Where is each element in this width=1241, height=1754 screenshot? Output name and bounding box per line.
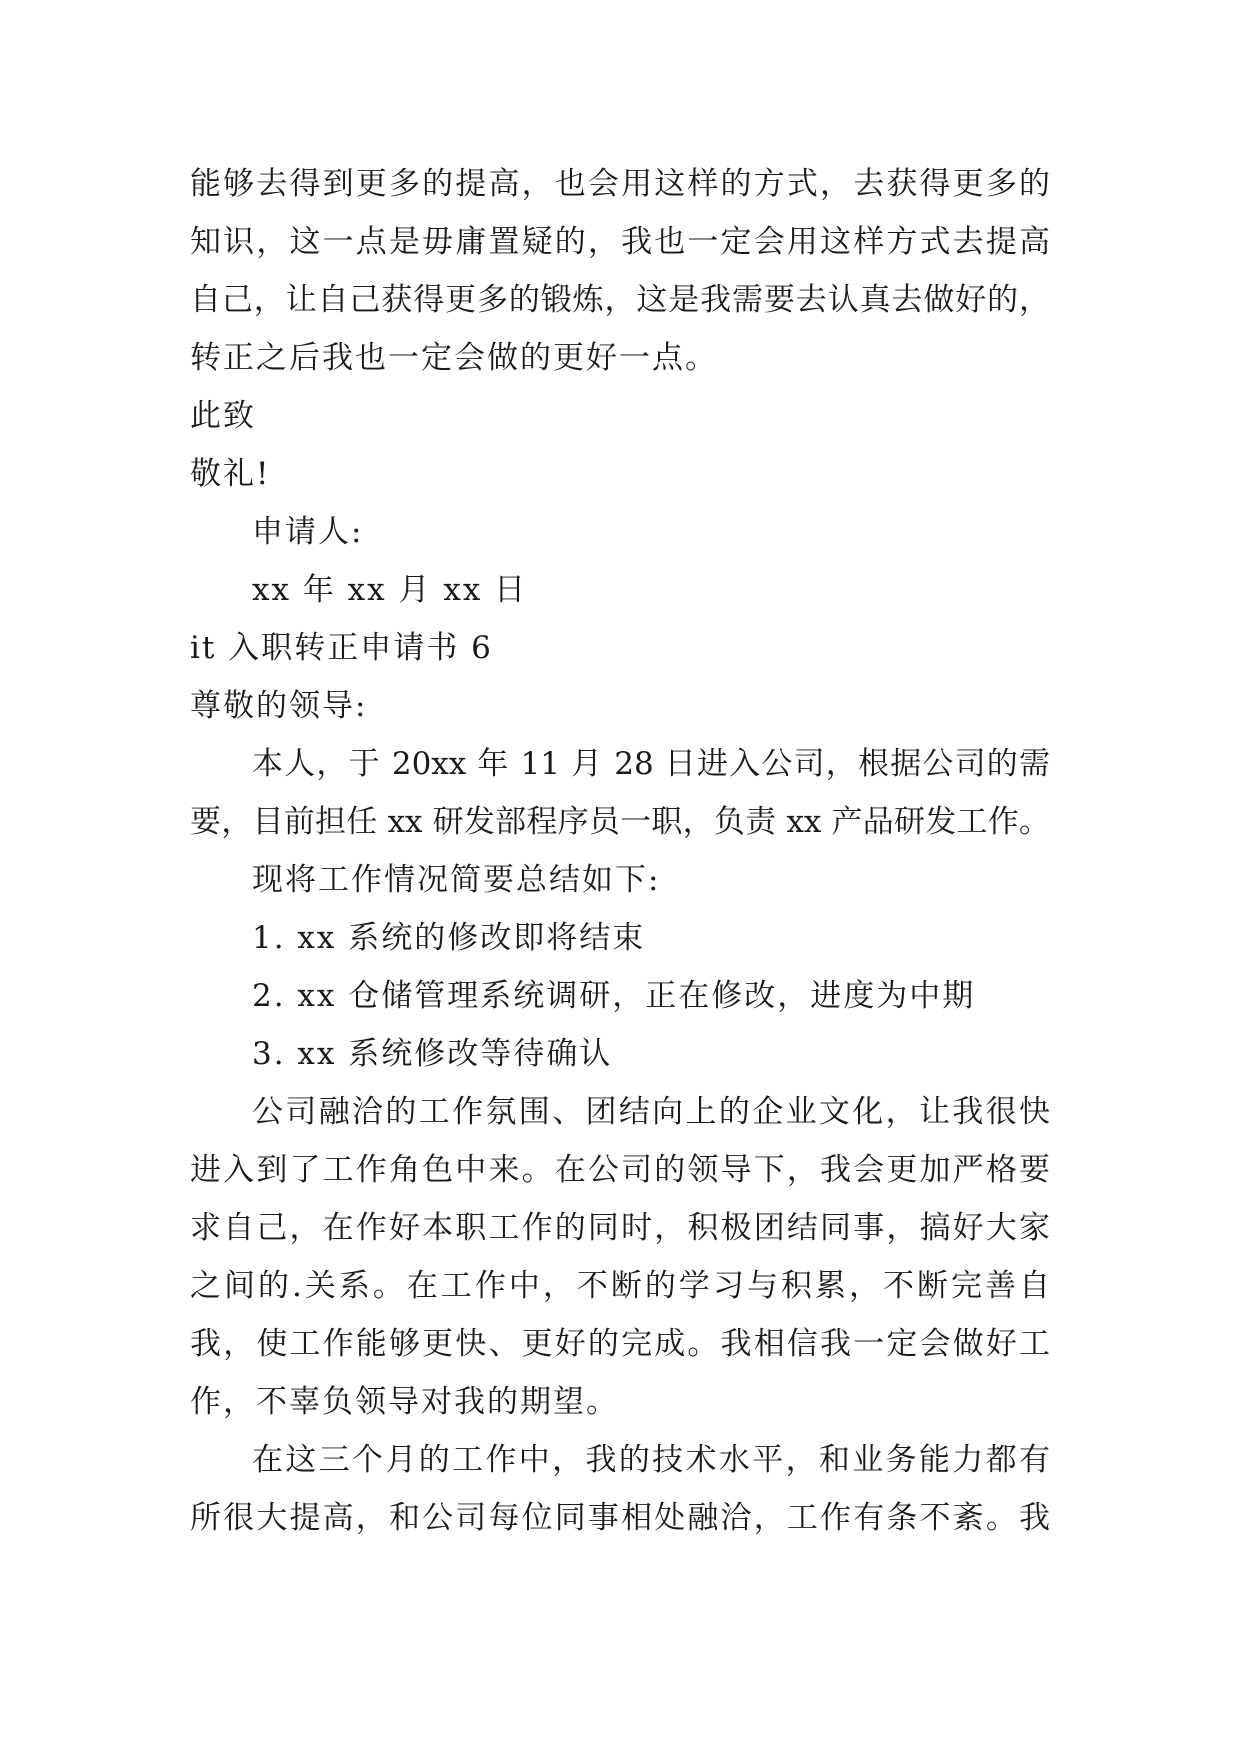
list-item: 3. xx 系统修改等待确认 [252, 1036, 613, 1072]
section-title: it 入职转正申请书 6 [190, 630, 493, 666]
list-item: 1. xx 系统的修改即将结束 [252, 920, 646, 956]
list-item: 2. xx 仓储管理系统调研，正在修改，进度为中期 [252, 978, 976, 1014]
paragraph-line: 进入到了工作角色中来。在公司的领导下，我会更加严格要 [190, 1152, 1050, 1188]
paragraph-line: 所很大提高，和公司每位同事相处融洽，工作有条不紊。我 [190, 1500, 1050, 1536]
paragraph-line: 公司融洽的工作氛围、团结向上的企业文化，让我很快 [252, 1094, 1050, 1130]
greeting: 尊敬的领导: [190, 688, 368, 724]
applicant-signature: 申请人: [252, 514, 364, 550]
closing-regards: 敬礼! [190, 456, 271, 492]
paragraph-line: 之间的.关系。在工作中，不断的学习与积累，不断完善自 [190, 1268, 1050, 1304]
date-line: xx 年 xx 月 xx 日 [252, 572, 528, 608]
paragraph-line: 知识，这一点是毋庸置疑的，我也一定会用这样方式去提高 [190, 224, 1050, 260]
paragraph-line: 能够去得到更多的提高，也会用这样的方式，去获得更多的 [190, 166, 1050, 202]
closing-salutation: 此致 [190, 398, 256, 434]
paragraph-line: 要，目前担任 xx 研发部程序员一职，负责 xx 产品研发工作。 [190, 804, 1050, 840]
paragraph-line: 现将工作情况简要总结如下: [252, 862, 661, 898]
paragraph-line: 作，不辜负领导对我的期望。 [190, 1384, 619, 1420]
paragraph-line: 在这三个月的工作中，我的技术水平，和业务能力都有 [252, 1442, 1050, 1478]
paragraph-line: 自己，让自己获得更多的锻炼，这是我需要去认真去做好的， [190, 282, 1050, 318]
paragraph-line: 我，使工作能够更快、更好的完成。我相信我一定会做好工 [190, 1326, 1050, 1362]
paragraph-line: 转正之后我也一定会做的更好一点。 [190, 340, 718, 376]
paragraph-line: 求自己，在作好本职工作的同时，积极团结同事，搞好大家 [190, 1210, 1050, 1246]
paragraph-line: 本人，于 20xx 年 11 月 28 日进入公司，根据公司的需 [252, 746, 1050, 782]
